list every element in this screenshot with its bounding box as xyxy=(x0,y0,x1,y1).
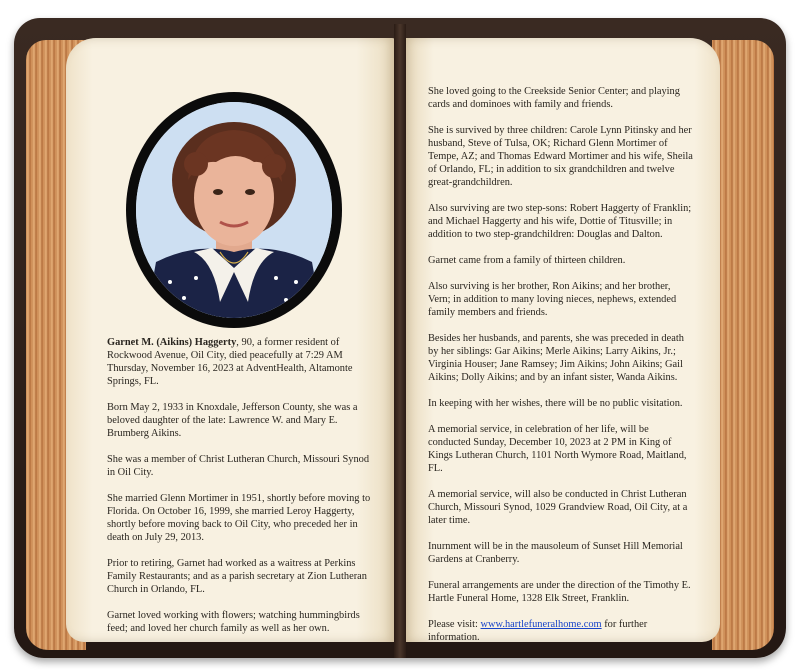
visit-prefix: Please visit: xyxy=(428,619,481,630)
portrait-frame xyxy=(126,92,342,328)
paragraph: She married Glenn Mortimer in 1951, shortly before moving to Florida. On October 16, 1999, she married Leroy Haggerty, shortly before moving back to Oil City, who preceded her in death on July 29, 2013. xyxy=(107,493,371,543)
visit-suffix: for further information. xyxy=(428,619,648,643)
paragraph: In keeping with her wishes, there will be no public visitation. xyxy=(428,398,683,409)
paragraph: Also surviving is her brother, Ron Aikins; and her brother, Vern; in addition to many loving nieces, nephews, extended family members and friends. xyxy=(428,281,677,318)
paragraph: Prior to retiring, Garnet had worked as a waitress at Perkins Family Restaurants; and as a parish secretary at Zion Lutheran Church in Orlando, FL. xyxy=(107,558,367,595)
paragraph: Garnet came from a family of thirteen children. xyxy=(428,255,626,266)
right-page-edges xyxy=(712,40,774,650)
paragraph: Garnet loved working with flowers; watching hummingbirds feed; and loved her church family as well as her own. xyxy=(107,610,360,634)
paragraph: A memorial service, will also be conducted in Christ Lutheran Church, Missouri Synod, 1029 Grandview Road, Oil City, at a later time. xyxy=(428,489,688,526)
paragraph: She is survived by three children: Carole Lynn Pitinsky and her husband, Steve of Tulsa, OK; Richard Glenn Mortimer of Tempe, AZ; and Thomas Edward Mortimer and his wife, Sheila of Orlando, FL; in addition to six grandchildren and twelve great-grandchildren. xyxy=(428,125,693,188)
right-page-text xyxy=(428,85,694,657)
paragraph: Inurnment will be in the mausoleum of Sunset Hill Memorial Gardens at Cranberry. xyxy=(428,541,683,565)
paragraph: Besides her husbands, and parents, she was preceded in death by her siblings: Gar Aikins; Merle Aikins; Larry Aikins, Jr.; Virginia Houser; Jane Ramsey; Jim Aikins; John Aikins; Gail Aikins; Dolly Aikins; and by an infant sister, Wanda Aikins. xyxy=(428,333,684,383)
paragraph: Funeral arrangements are under the direction of the Timothy E. Hartle Funeral Home, 1328 Elk Street, Franklin. xyxy=(428,580,691,604)
left-page-text xyxy=(107,336,371,648)
intro-text: , 90, a former resident of Rockwood Avenue, Oil City, died peacefully at 7:29 AM Thursday, November 16, 2023 at AdventHealth, Altamonte Springs, FL. xyxy=(107,337,353,387)
funeral-home-link[interactable]: www.hartlefuneralhome.com xyxy=(480,619,602,630)
paragraph: Born May 2, 1933 in Knoxdale, Jefferson County, she was a beloved daughter of the late: Lawrence W. and Mary E. Brumberg Aikins. xyxy=(107,402,358,439)
portrait-photo xyxy=(136,102,332,318)
paragraph: A memorial service, in celebration of her life, will be conducted Sunday, December 10, 2023 at 2 PM in King of Kings Lutheran Church, 1101 North Wymore Road, Maitland, FL. xyxy=(428,424,687,474)
book-spine xyxy=(394,24,406,658)
deceased-name: Garnet M. (Aikins) Haggerty xyxy=(107,337,237,348)
paragraph: She loved going to the Creekside Senior Center; and playing cards and dominoes with family and friends. xyxy=(428,86,680,110)
visit-paragraph xyxy=(428,618,694,644)
paragraph: Also surviving are two step-sons: Robert Haggerty of Franklin; and Michael Haggerty and his wife, Dottie of Titusville; in addition to two step-grandchildren: Douglas and Dalton. xyxy=(428,203,692,240)
paragraph: She was a member of Christ Lutheran Church, Missouri Synod in Oil City. xyxy=(107,454,370,478)
obituary-intro xyxy=(107,336,371,388)
